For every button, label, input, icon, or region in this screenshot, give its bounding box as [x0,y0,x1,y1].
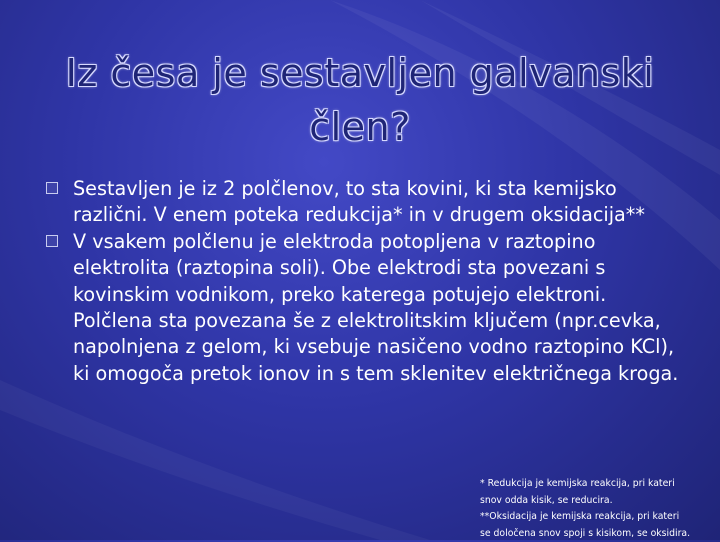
footnote-line: **Oksidacija je kemijska reakcija, pri kateri [480,509,716,526]
footnote-line: * Redukcija je kemijska reakcija, pri kateri [480,476,716,493]
footnotes [480,476,716,542]
bullet-item [44,229,684,387]
bullet-text: Sestavljen je iz 2 polčlenov, to sta kovini, ki sta kemijsko različni. V enem poteka redukcija* in v drugem oksidacija** [73,177,645,226]
slide-title [30,46,690,154]
footnote-line: se določena snov spoji s kisikom, se oksidira. [480,526,716,542]
bullet-item [44,176,684,229]
footnote-line: snov odda kisik, se reducira. [480,493,716,510]
bullet-text: V vsakem polčlenu je elektroda potopljena v raztopino elektrolita (raztopina soli). Obe elektrodi sta povezani s kovinskim vodnikom, preko katerega potujejo elektroni. Polčlena sta povezana še z elektrolitskim ključem (npr.cevka, napolnjena z gelom, ki vsebuje nasičeno vodno raztopino KCl), ki omogoča pretok ionov in s tem sklenitev električnega kroga. [73,230,678,385]
bullet-list [44,176,684,387]
title-line-2: člen? [309,105,411,149]
square-bullet-icon [46,182,58,194]
title-line-1: Iz česa je sestavljen galvanski [66,51,655,95]
square-bullet-icon [46,235,58,247]
